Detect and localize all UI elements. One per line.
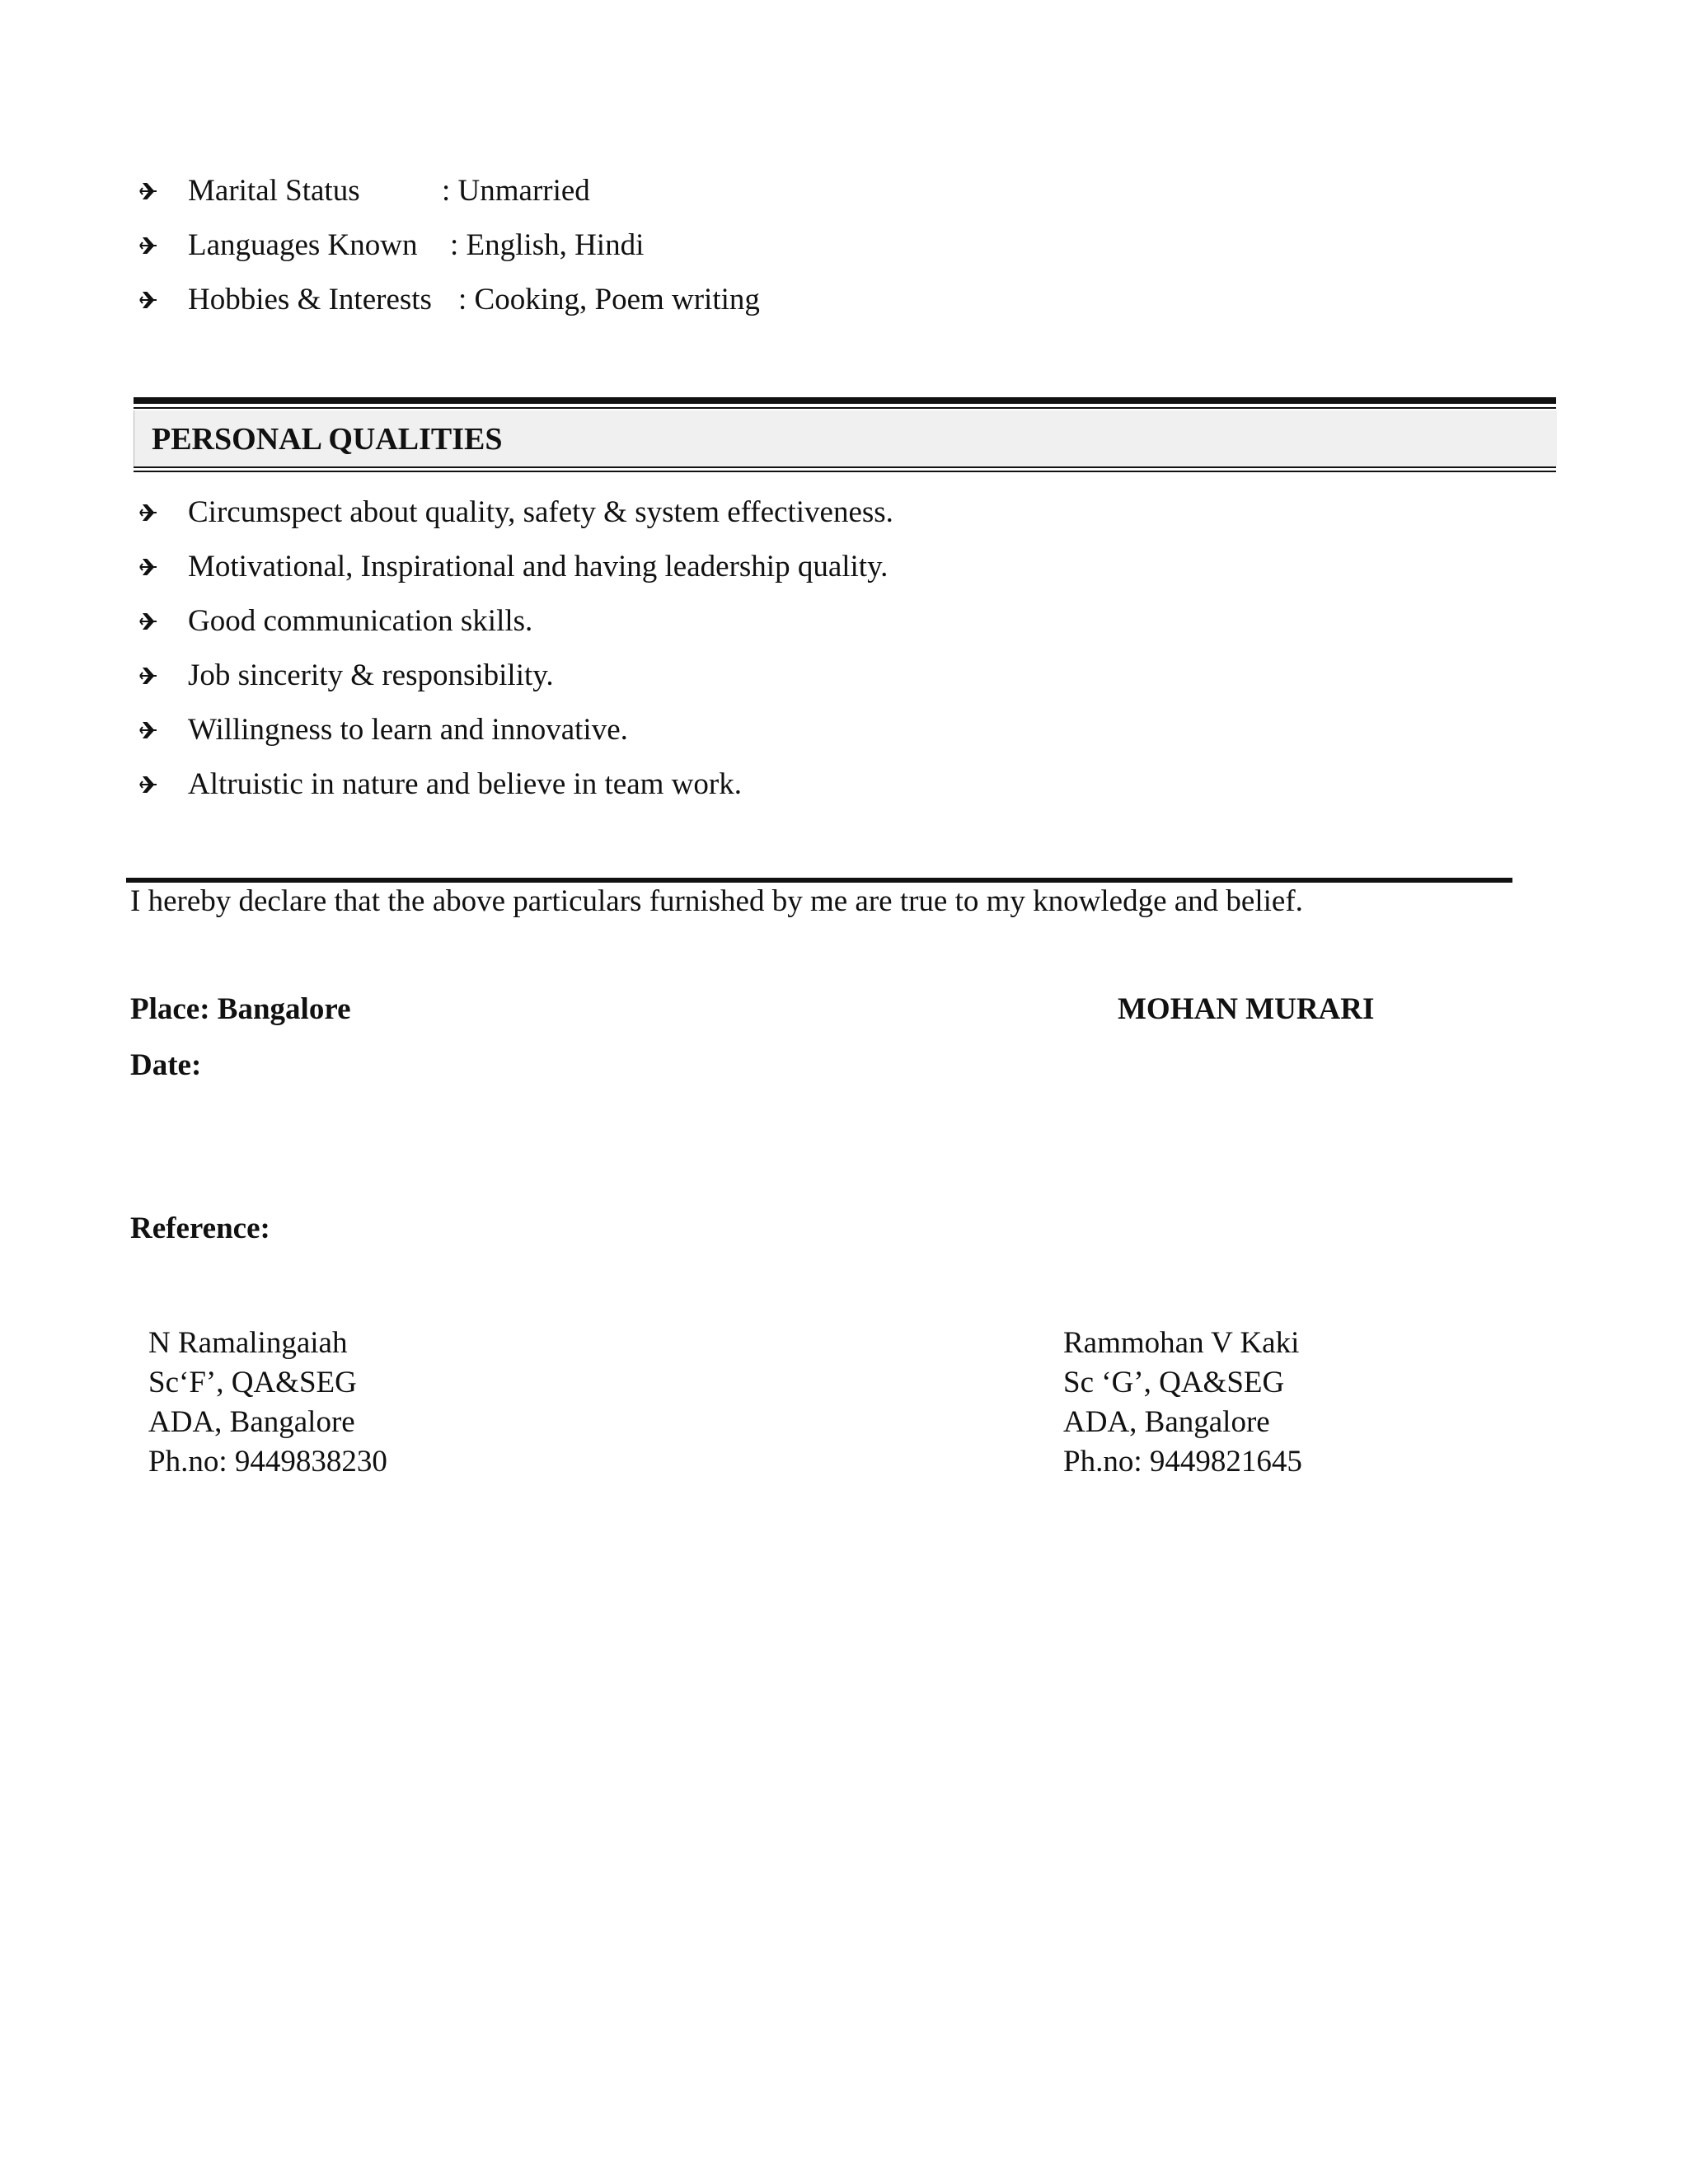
section-rule-top: [134, 397, 1556, 404]
reference-designation: Sc ‘G’, QA&SEG: [1063, 1366, 1285, 1399]
quality-item: [138, 766, 1292, 803]
section-rule-bottom-thin: [134, 471, 1556, 472]
marital-status-value: : Unmarried: [442, 174, 590, 208]
reference-designation: Sc‘F’, QA&SEG: [148, 1366, 357, 1399]
section-rule-top-thin: [134, 407, 1556, 409]
airplane-bullet-icon: [138, 720, 158, 740]
quality-text: Willingness to learn and innovative.: [188, 713, 628, 747]
section-title: PERSONAL QUALITIES: [152, 422, 503, 457]
reference-organization: ADA, Bangalore: [1063, 1405, 1270, 1439]
marital-status-label: Marital Status: [188, 174, 360, 208]
airplane-bullet-icon: [138, 557, 158, 577]
airplane-bullet-icon: [138, 612, 158, 631]
quality-item: [138, 494, 1292, 531]
place-label: Place: Bangalore: [130, 992, 351, 1026]
reference-card-1: [148, 1324, 387, 1482]
section-rule-bottom: [134, 466, 1556, 468]
personal-info-row-marital: [138, 173, 880, 209]
declaration-rule: [126, 878, 1512, 883]
reference-card-2: [1063, 1324, 1302, 1482]
declaration-text: I hereby declare that the above particulars furnished by me are true to my knowledge and belief.: [130, 884, 1303, 918]
quality-text: Good communication skills.: [188, 604, 533, 638]
reference-organization: ADA, Bangalore: [148, 1405, 355, 1439]
quality-item: [138, 549, 1292, 585]
reference-name: N Ramalingaiah: [148, 1326, 348, 1360]
reference-heading: Reference:: [130, 1212, 270, 1245]
hobbies-label: Hobbies & Interests: [188, 283, 432, 316]
quality-text: Circumspect about quality, safety & system effectiveness.: [188, 495, 893, 529]
reference-phone: Ph.no: 9449821645: [1063, 1445, 1302, 1479]
personal-info-row-hobbies: [138, 282, 880, 318]
languages-known-value: : English, Hindi: [450, 228, 645, 262]
date-label: Date:: [130, 1048, 202, 1082]
quality-item: [138, 658, 1292, 694]
quality-text: Job sincerity & responsibility.: [188, 658, 554, 692]
quality-text: Altruistic in nature and believe in team work.: [188, 767, 742, 801]
personal-qualities-header: [134, 397, 1556, 476]
personal-info-row-languages: [138, 227, 880, 264]
signature-name: MOHAN MURARI: [1118, 992, 1375, 1026]
airplane-bullet-icon: [138, 181, 158, 201]
hobbies-value: : Cooking, Poem writing: [458, 283, 760, 316]
quality-item: [138, 603, 1292, 640]
reference-phone: Ph.no: 9449838230: [148, 1445, 387, 1479]
reference-name: Rammohan V Kaki: [1063, 1326, 1300, 1360]
airplane-bullet-icon: [138, 236, 158, 255]
airplane-bullet-icon: [138, 666, 158, 686]
airplane-bullet-icon: [138, 290, 158, 310]
airplane-bullet-icon: [138, 503, 158, 523]
quality-text: Motivational, Inspirational and having leadership quality.: [188, 550, 889, 583]
airplane-bullet-icon: [138, 775, 158, 794]
quality-item: [138, 712, 1292, 748]
languages-known-label: Languages Known: [188, 228, 418, 262]
